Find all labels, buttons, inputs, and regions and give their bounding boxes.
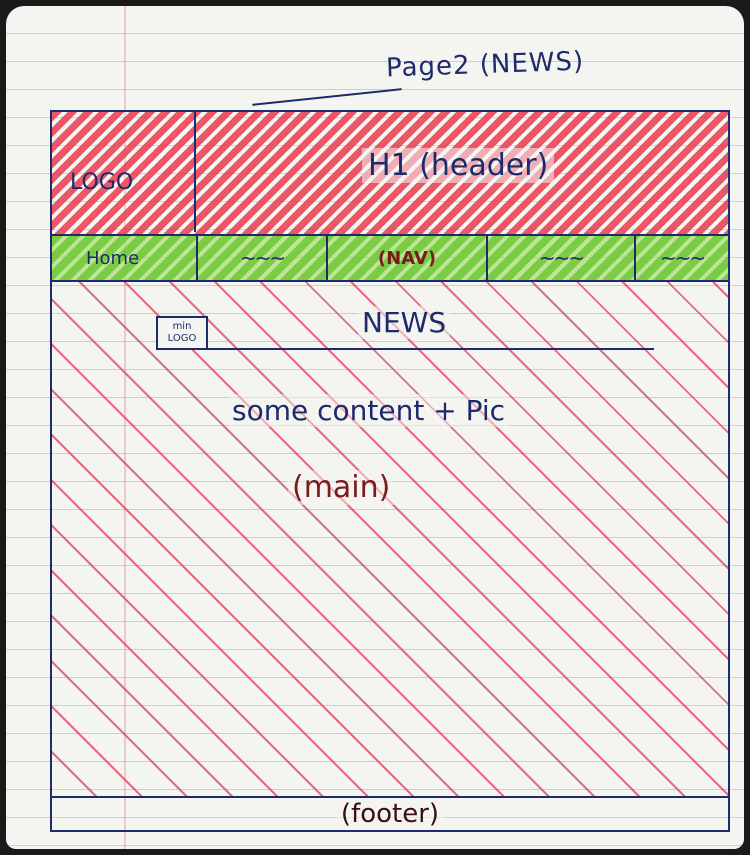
- logo-label: LOGO: [70, 170, 134, 195]
- nav-item-placeholder-1: ~~~: [198, 236, 328, 280]
- mini-logo-box: min LOGO: [156, 316, 208, 350]
- footer-label: (footer): [335, 799, 445, 829]
- news-title: NEWS: [358, 306, 450, 339]
- header-region: [52, 112, 728, 236]
- news-underline: [156, 348, 654, 350]
- main-region: [52, 282, 728, 798]
- main-label: (main): [288, 470, 394, 505]
- content-note: some content + Pic: [228, 394, 509, 427]
- h1-header-label: H1 (header): [362, 148, 554, 183]
- nav-bar: [52, 236, 728, 282]
- logo-box: [52, 112, 196, 232]
- nav-item-placeholder-3: ~~~: [659, 246, 705, 270]
- nav-label: (NAV): [328, 236, 488, 280]
- nav-item-placeholder-2: ~~~: [488, 236, 636, 280]
- nav-item-home: Home: [52, 236, 198, 280]
- wireframe-layout: [50, 110, 730, 832]
- title-underline: [252, 88, 401, 106]
- notebook-paper: [6, 6, 744, 849]
- footer-region: [52, 798, 728, 830]
- page-title: Page2 (NEWS): [385, 46, 585, 84]
